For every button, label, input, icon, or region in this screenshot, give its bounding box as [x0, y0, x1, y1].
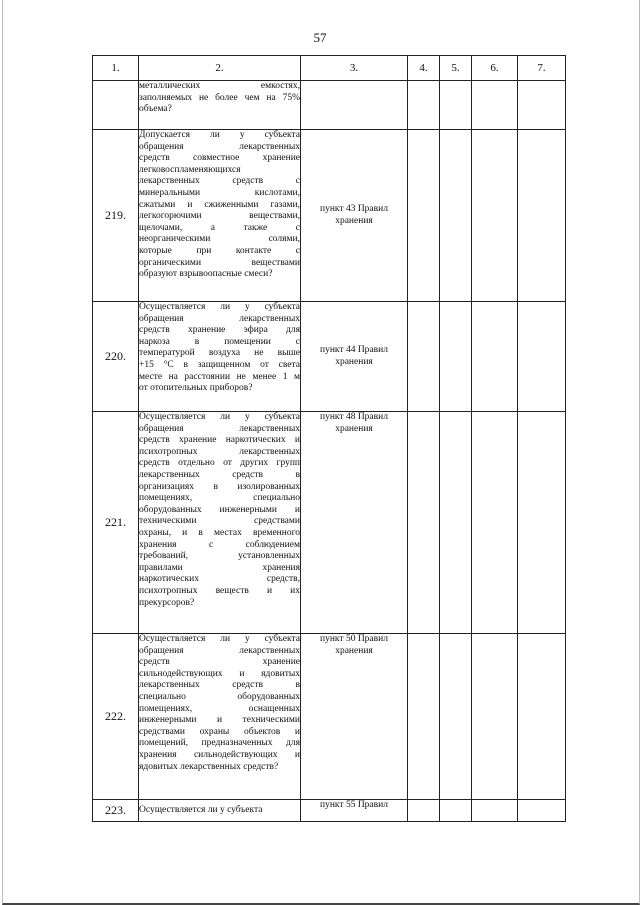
column-header: 5.	[440, 56, 472, 81]
column-header: 4.	[408, 56, 440, 81]
question-text	[139, 800, 301, 822]
question-line: органическими веществами	[139, 257, 300, 268]
question-line: наркотических средств,	[139, 574, 300, 585]
item-number: 223.	[93, 800, 139, 822]
answer-cell[interactable]	[518, 302, 566, 412]
page-number: 57	[313, 30, 327, 45]
question-line: объема?	[139, 104, 172, 115]
question-line: которые при контакте с	[139, 245, 300, 256]
question-line: обращения лекарственных	[139, 141, 300, 152]
question-line: организациях в изолированных	[139, 481, 300, 492]
regulation-reference: пункт 48 Правил хранения	[301, 412, 408, 634]
question-line: температурой воздуха не выше	[139, 348, 300, 359]
question-line: лекарственных средств в	[139, 680, 300, 691]
answer-cell[interactable]	[440, 800, 472, 822]
item-number	[93, 81, 139, 130]
question-line: легкогорючими веществами,	[139, 211, 300, 222]
answer-cell[interactable]	[408, 130, 440, 302]
question-line: обращения лекарственных	[139, 313, 300, 324]
question-text	[139, 634, 301, 800]
question-line: обращения лекарственных	[139, 645, 300, 656]
question-line: ядовитых лекарственных средств?	[139, 761, 279, 772]
question-line: средств отдельно от других групп	[139, 458, 300, 469]
question-line: прекурсоров?	[139, 597, 195, 608]
answer-cell[interactable]	[408, 81, 440, 130]
answer-cell[interactable]	[472, 130, 518, 302]
regulation-reference: пункт 44 Правил хранения	[301, 302, 408, 412]
question-line: Осуществляется ли у субъекта	[139, 634, 300, 644]
question-line: психотропных лекарственных	[139, 446, 300, 457]
question-line: Осуществляется ли у субъекта	[139, 412, 300, 422]
question-text	[139, 81, 301, 130]
question-line: правилами хранения	[139, 562, 300, 573]
answer-cell[interactable]	[518, 81, 566, 130]
column-header: 6.	[472, 56, 518, 81]
question-line: лекарственных средств в	[139, 469, 300, 480]
table-row	[93, 81, 566, 130]
answer-cell[interactable]	[440, 302, 472, 412]
question-line: средств хранение эфира для	[139, 325, 300, 336]
answer-cell[interactable]	[408, 800, 440, 822]
question-text	[139, 130, 301, 302]
question-line: хранения с соблюдением	[139, 539, 300, 550]
answer-cell[interactable]	[472, 634, 518, 800]
question-line: средствами охраны объектов и	[139, 726, 300, 737]
answer-cell[interactable]	[408, 634, 440, 800]
answer-cell[interactable]	[408, 412, 440, 634]
question-line: сжатыми и сжиженными газами,	[139, 199, 300, 210]
question-line: +15 °С в защищенном от света	[139, 359, 300, 370]
question-line: металлических емкостях,	[139, 81, 300, 91]
question-line: средств хранение	[139, 657, 300, 668]
table-row	[93, 634, 566, 800]
question-line: сильнодействующих и ядовитых	[139, 668, 300, 679]
question-line: оборудованных инженерными и	[139, 504, 300, 515]
item-number: 219.	[93, 130, 139, 302]
regulation-reference: пункт 50 Правил хранения	[301, 634, 408, 800]
answer-cell[interactable]	[518, 130, 566, 302]
question-line: неорганическими солями,	[139, 234, 300, 245]
question-line: обращения лекарственных	[139, 423, 300, 434]
question-line: средств совместное хранение	[139, 153, 300, 164]
answer-cell[interactable]	[408, 302, 440, 412]
question-line: Осуществляется ли у субъекта	[139, 804, 263, 815]
answer-cell[interactable]	[518, 634, 566, 800]
answer-cell[interactable]	[440, 130, 472, 302]
regulation-reference: пункт 43 Правил хранения	[301, 130, 408, 302]
column-header: 7.	[518, 56, 566, 81]
question-line: помещениях, оснащенных	[139, 703, 300, 714]
question-line: минеральными кислотами,	[139, 187, 300, 198]
question-line: щелочами, а также с	[139, 222, 300, 233]
table-row	[93, 412, 566, 634]
question-line: месте на расстоянии не менее 1 м	[139, 371, 300, 382]
regulation-reference	[301, 81, 408, 130]
question-line: Осуществляется ли у субъекта	[139, 302, 300, 312]
column-header: 2.	[139, 56, 301, 81]
answer-cell[interactable]	[440, 81, 472, 130]
question-line: хранения сильнодействующих и	[139, 749, 300, 760]
table-row	[93, 130, 566, 302]
question-line: заполняемых не более чем на 75%	[139, 92, 300, 103]
question-line: наркоза в помещении с	[139, 336, 300, 347]
answer-cell[interactable]	[472, 412, 518, 634]
question-line: техническими средствами	[139, 516, 300, 527]
answer-cell[interactable]	[472, 302, 518, 412]
question-line: психотропных веществ и их	[139, 585, 300, 596]
header-row	[93, 56, 566, 81]
item-number: 222.	[93, 634, 139, 800]
question-line: специально оборудованных	[139, 691, 300, 702]
checklist-table	[92, 55, 566, 822]
answer-cell[interactable]	[472, 800, 518, 822]
question-line: лекарственных средств с	[139, 176, 300, 187]
question-line: средств хранение наркотических и	[139, 435, 300, 446]
table-row	[93, 800, 566, 822]
question-line: охраны, и в местах временного	[139, 527, 300, 538]
question-line: образуют взрывоопасные смеси?	[139, 269, 273, 280]
regulation-reference: пункт 55 Правил	[301, 800, 408, 822]
question-line: помещений, предназначенных для	[139, 738, 300, 749]
table-row	[93, 302, 566, 412]
question-line: Допускается ли у субъекта	[139, 130, 300, 140]
column-header: 1.	[93, 56, 139, 81]
answer-cell[interactable]	[440, 412, 472, 634]
answer-cell[interactable]	[518, 800, 566, 822]
answer-cell[interactable]	[518, 412, 566, 634]
question-line: легковоспламеняющихся	[139, 164, 241, 175]
question-line: требований, установленных	[139, 551, 300, 562]
question-text	[139, 412, 301, 634]
question-line: инженерными и техническими	[139, 715, 300, 726]
item-number: 221.	[93, 412, 139, 634]
item-number: 220.	[93, 302, 139, 412]
question-text	[139, 302, 301, 412]
answer-cell[interactable]	[472, 81, 518, 130]
question-line: помещениях, специально	[139, 493, 300, 504]
question-line: от отопительных приборов?	[139, 383, 253, 394]
column-header: 3.	[301, 56, 408, 81]
answer-cell[interactable]	[440, 634, 472, 800]
